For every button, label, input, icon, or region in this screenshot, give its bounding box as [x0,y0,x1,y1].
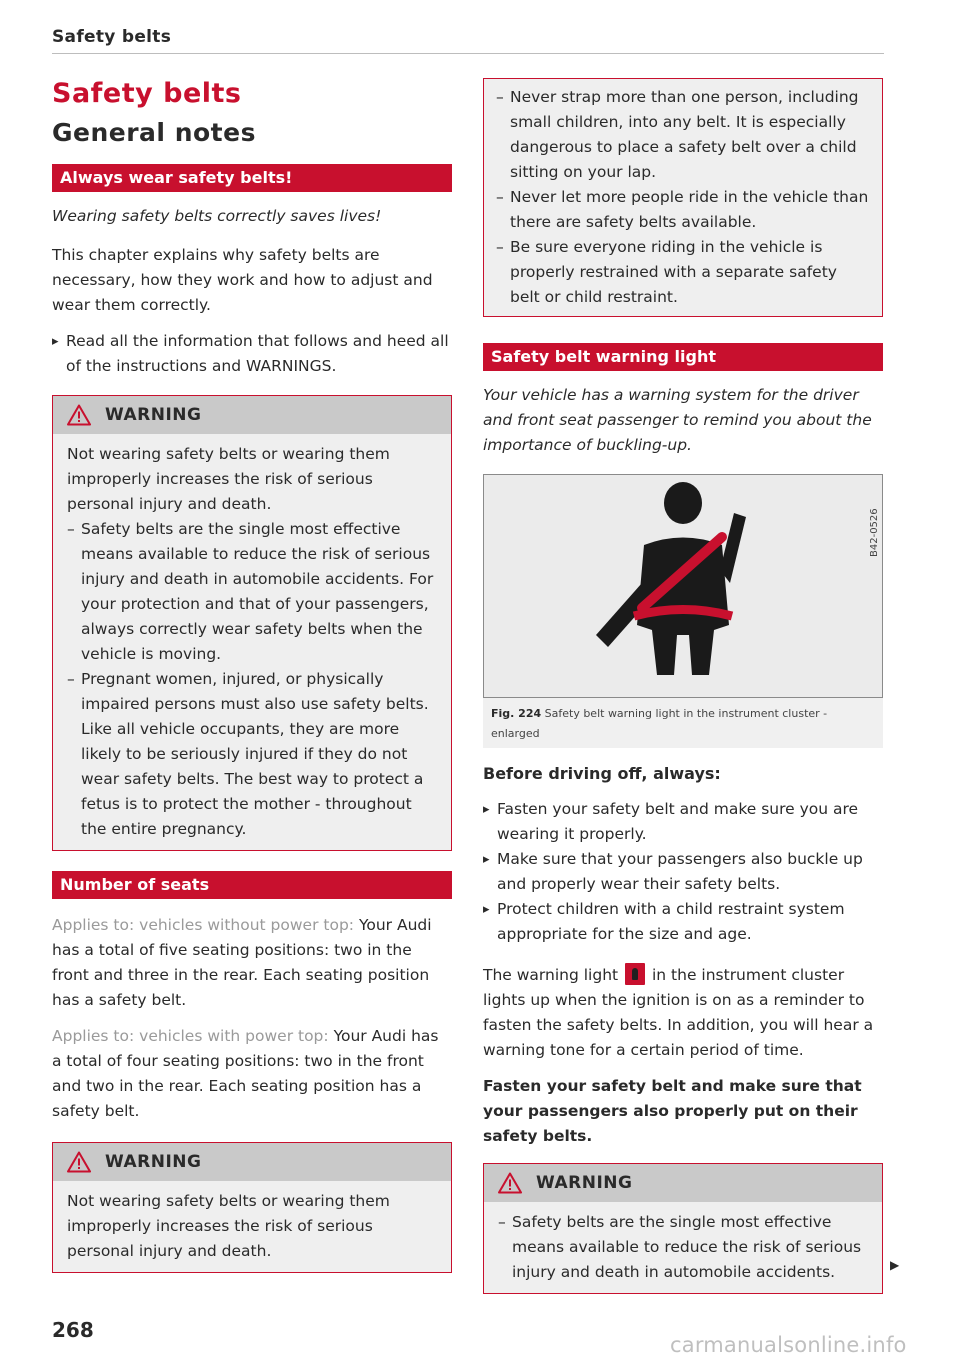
seatbelt-light-icon [625,963,645,985]
applies-text: Your Audi has a total of five seating positions: two in the front and three in the rear. Each seating position has a safety belt. [52,916,432,1009]
warning-intro: Not wearing safety belts or wearing them improperly increases the risk of serious personal injury and death. [67,445,390,513]
left-column [52,72,452,1293]
warning-header [53,1143,451,1181]
page-number: 268 [52,1318,94,1342]
continue-arrow-icon[interactable]: ▶ [890,1258,900,1272]
applies-label: Applies to: vehicles without power top: [52,916,355,934]
warning-item: – Never strap more than one person, including small children, into any belt. It is especially dangerous to place a safety belt over a child sitting on your lap. [496,85,870,185]
figure-caption [483,698,883,748]
right-column [483,78,883,1314]
paragraph-text: in the instrument cluster lights up when the ignition is on as a reminder to fasten the safety belts. In addition, you will hear a warning tone for a certain period of time. [483,966,874,1059]
before-driving-heading: Before driving off, always: [483,764,721,783]
warning-list [498,1210,868,1285]
fasten-belt-paragraph: Fasten your safety belt and make sure that your passengers also properly put on their safety belts. [483,1077,862,1145]
paragraph-text: The warning light [483,966,619,984]
instruction-list [52,329,452,379]
warning-item: – Safety belts are the single most effective means available to reduce the risk of serious injury and death in automobile accidents. For your protection and that of your passengers, always correctly wear safety belts when the vehicle is moving. [67,517,437,667]
warning-text: Not wearing safety belts or wearing them improperly increases the risk of serious personal injury and death. [67,1192,390,1260]
section-bar-number-of-seats: Number of seats [52,871,452,899]
figure-seatbelt-light [483,474,883,698]
step-item: ▸ Make sure that your passengers also buckle up and properly wear their safety belts. [483,847,883,897]
step-item: ▸ Protect children with a child restraint system appropriate for the size and age. [483,897,883,947]
applies-label: Applies to: vehicles with power top: [52,1027,329,1045]
intro-italic: Wearing safety belts correctly saves lives! [52,207,382,225]
warning-triangle-icon [67,1151,91,1173]
header-divider [52,53,884,54]
warning-box-2 [52,1142,452,1273]
warning-item: – Be sure everyone riding in the vehicle is properly restrained with a separate safety belt or child restraint. [496,235,870,310]
warning-title: WARNING [536,1173,633,1193]
intro-paragraph: This chapter explains why safety belts are necessary, how they work and how to adjust and wear them correctly. [52,246,433,314]
figure-label: Fig. 224 [491,707,542,720]
before-driving-steps [483,797,883,947]
warning-list [67,517,437,842]
section-bar-warning-light: Safety belt warning light [483,343,883,371]
warning-header [53,396,451,434]
warning-box-1 [52,395,452,851]
warning-box-3 [483,1163,883,1294]
instruction-item: ▸ Read all the information that follows and heed all of the instructions and WARNINGS. [52,329,452,379]
warning-light-paragraph [483,963,883,1063]
warning-title: WARNING [105,405,202,425]
warning-body [484,1202,882,1293]
section-bar-always-wear: Always wear safety belts! [52,164,452,192]
warning-header [484,1164,882,1202]
seatbelt-warning-icon [484,475,882,697]
warning-list [496,85,870,310]
figure-code: B42-0526 [869,508,880,557]
warning-triangle-icon [67,404,91,426]
warning-item: – Safety belts are the single most effective means available to reduce the risk of serious injury and death in automobile accidents. [498,1210,868,1285]
warning-continuation [483,78,883,317]
warning-light-intro: Your vehicle has a warning system for the driver and front seat passenger to remind you about the importance of buckling-up. [483,386,872,454]
applies-paragraph-2 [52,1024,452,1124]
step-item: ▸ Fasten your safety belt and make sure you are wearing it properly. [483,797,883,847]
chapter-title: Safety belts [52,78,242,109]
warning-title: WARNING [105,1152,202,1172]
warning-body [53,1181,451,1272]
warning-item: – Never let more people ride in the vehicle than there are safety belts available. [496,185,870,235]
watermark: carmanualsonline.info [670,1333,907,1357]
warning-triangle-icon [498,1172,522,1194]
warning-body [53,434,451,850]
applies-paragraph-1 [52,913,452,1013]
figure-caption-text: Safety belt warning light in the instrument cluster - enlarged [491,707,828,740]
running-header: Safety belts [52,27,172,47]
section-title: General notes [52,118,256,147]
applies-text: Your Audi has a total of four seating positions: two in the front and two in the rear. Each seating position has a safety belt. [52,1027,439,1120]
warning-item: – Pregnant women, injured, or physically impaired persons must also use safety belts. Like all vehicle occupants, they are more likely to be seriously injured if they do not wear safety belts. The best way to protect a fetus is to protect the mother - throughout the entire pregnancy. [67,667,437,842]
